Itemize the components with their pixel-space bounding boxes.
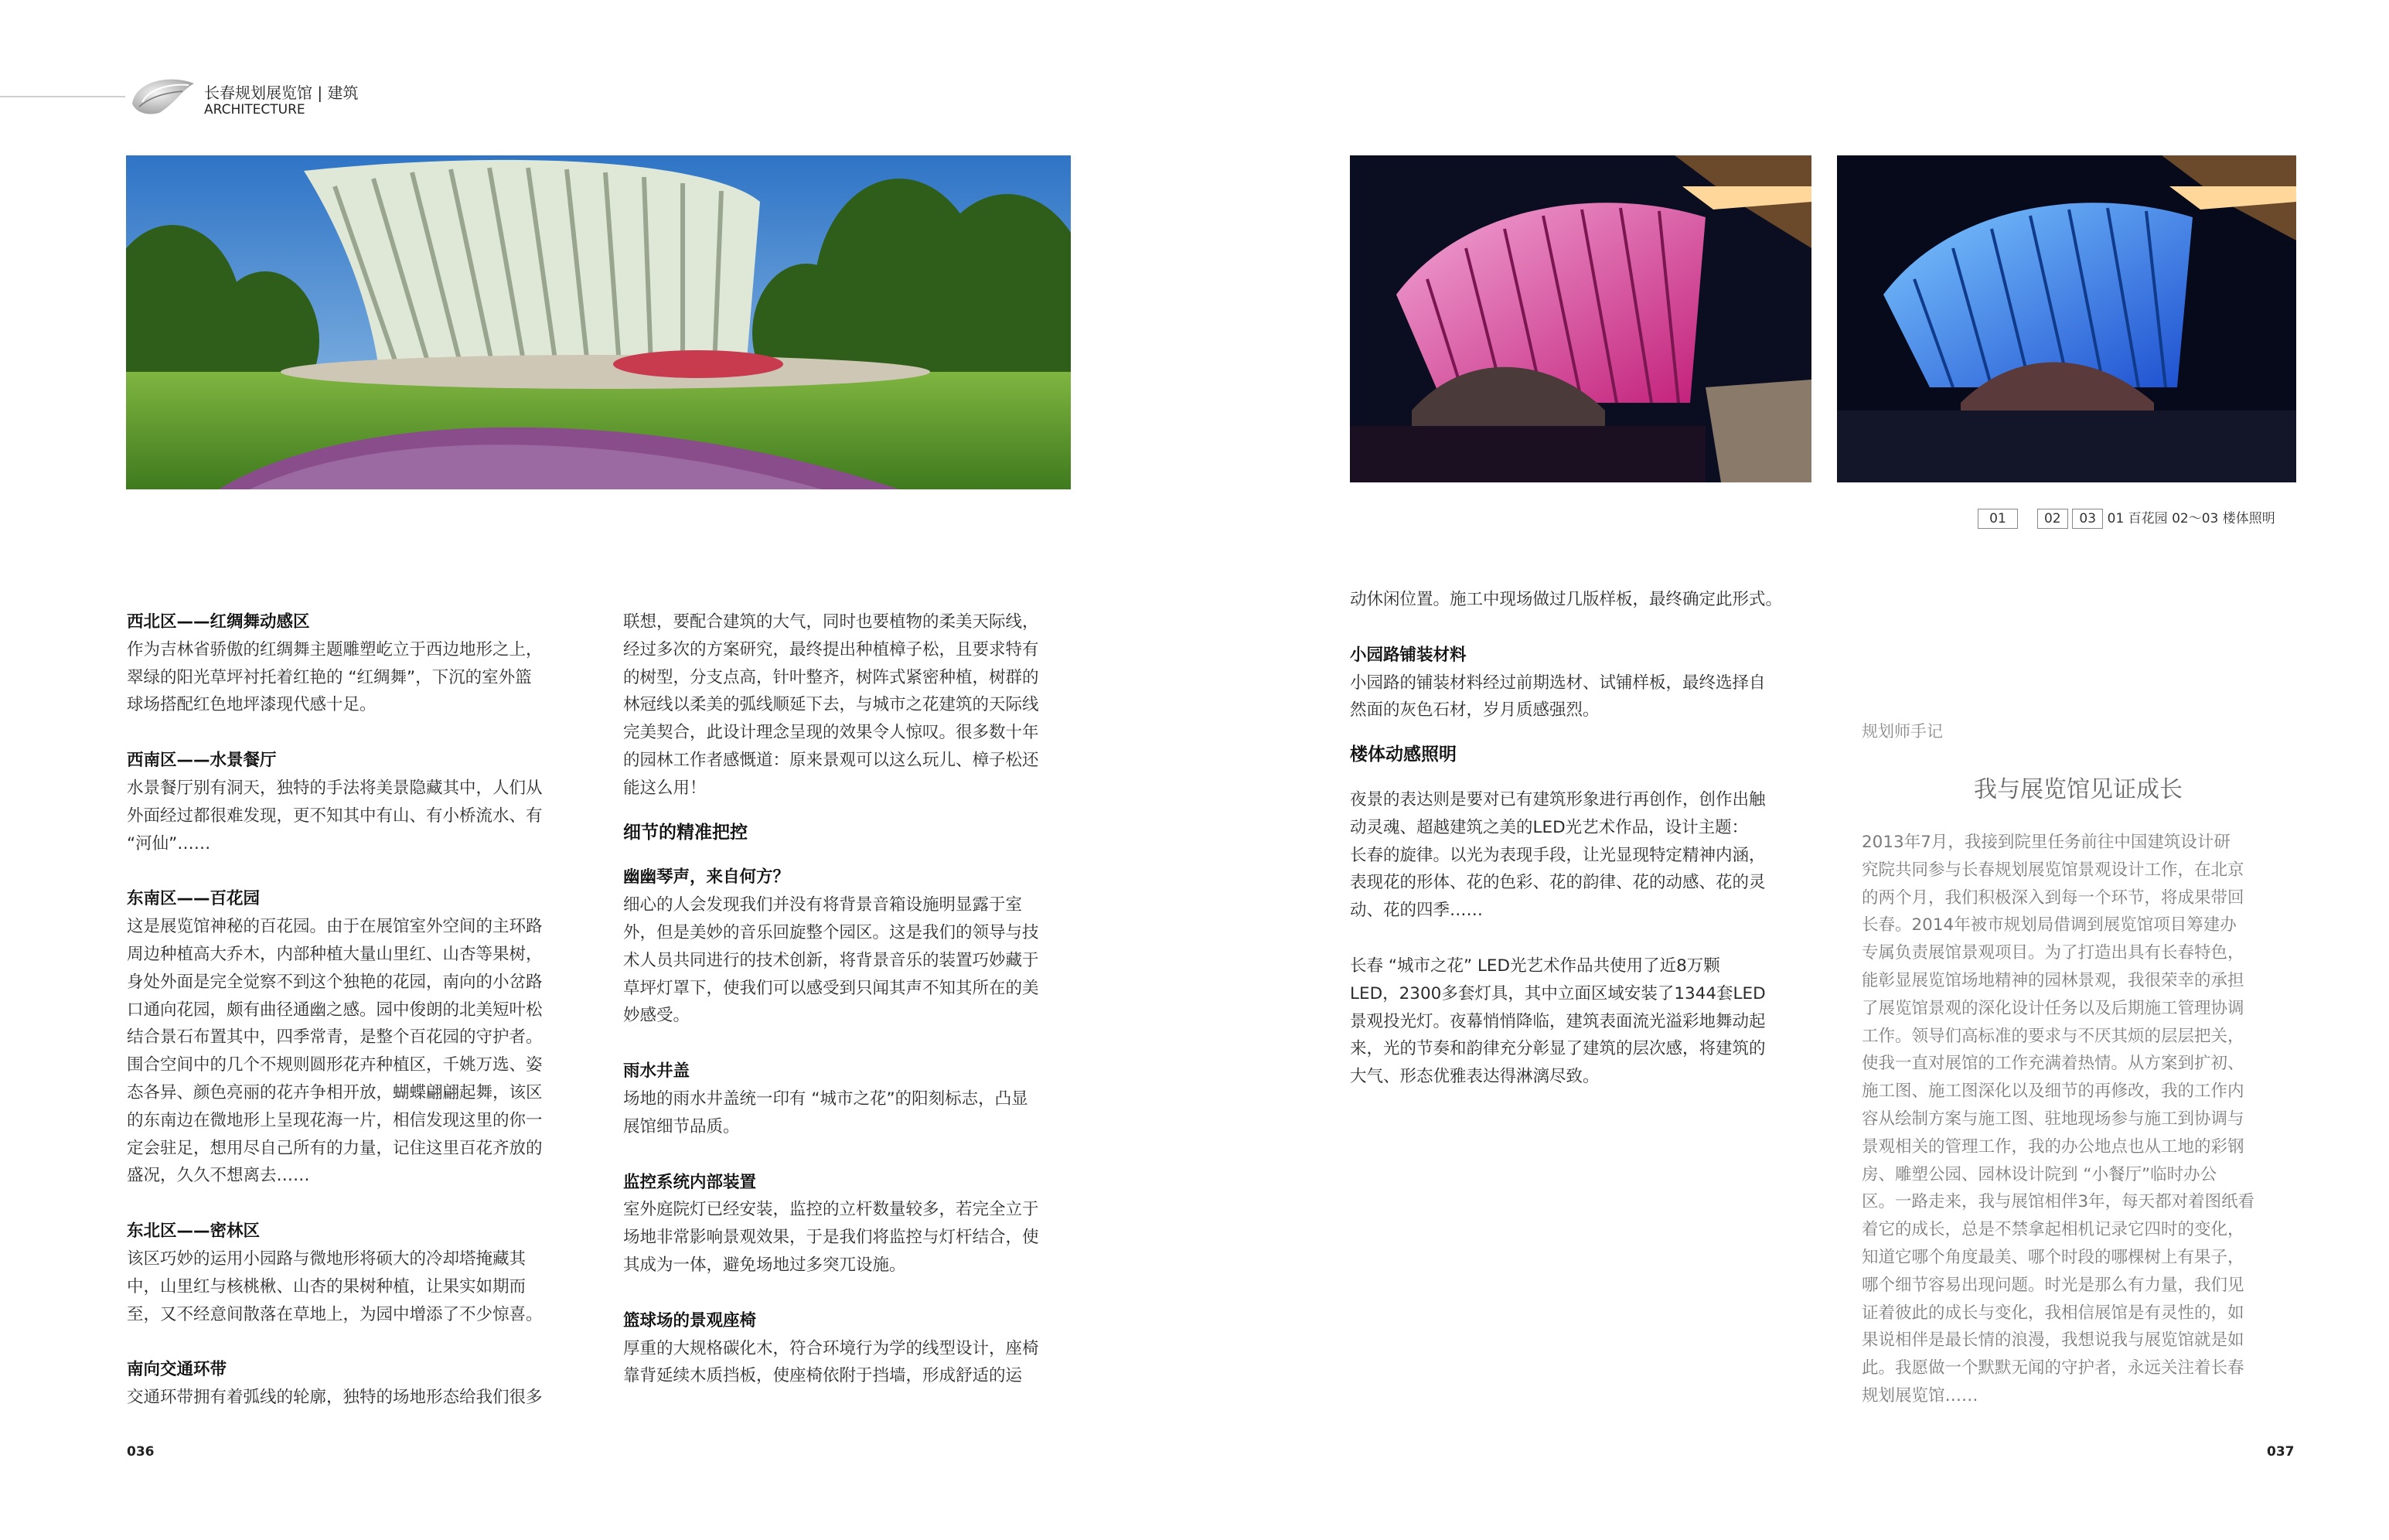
section-heading: 雨水井盖 [623, 1061, 690, 1082]
page-number-left: 036 [127, 1444, 155, 1460]
photo-night-blue [1837, 155, 2296, 482]
spacer [623, 1279, 1084, 1307]
body-line: 动灵魂、超越建筑之美的LED光艺术作品，设计主题： [1350, 817, 1749, 837]
body-line: 然面的灰色石材，岁月质感强烈。 [1350, 700, 1600, 721]
body-line: 的东南边在微地形上呈现花海一片，相信发现这里的你一 [127, 1110, 543, 1130]
note-tag: 规划师手记 [1862, 722, 1943, 741]
body-line: 长春的旋律。以光为表现手段，让光显现特定精神内涵， [1350, 845, 1766, 865]
body-line: 表现花的形体、花的色彩、花的韵律、花的动感、花的灵 [1350, 873, 1766, 893]
spacer [623, 847, 1084, 864]
note-body [1862, 829, 2295, 1410]
note-line: 果说相伴是最长情的浪漫，我想说我与展览馆就是如 [1862, 1330, 2244, 1351]
section-heading: 监控系统内部装置 [623, 1172, 757, 1192]
note-line: 能彰显展览馆场地精神的园林景观，我很荣幸的承担 [1862, 970, 2244, 990]
body-line: 术人员共同进行的技术创新，将背景音乐的装置巧妙藏于 [623, 950, 1039, 970]
note-line: 施工图、施工图深化以及细节的再修改，我的工作内 [1862, 1082, 2244, 1102]
body-line: 外，但是美妙的音乐回旋整个园区。这是我们的领导与技 [623, 922, 1039, 942]
photo-night-pink [1350, 155, 1811, 482]
photo-caption [1978, 507, 2275, 527]
section-heading: 东南区——百花园 [127, 889, 261, 909]
note-line: 专属负责展馆景观项目。为了打造出具有长春特色， [1862, 943, 2244, 963]
body-line: 这是展览馆神秘的百花园。由于在展馆室外空间的主环路 [127, 917, 543, 937]
spacer [623, 1030, 1084, 1058]
text-column-1 [127, 608, 588, 1412]
body-line: 外面经过都很难发现，更不知其中有山、有小桥流水、有 [127, 806, 543, 826]
body-line: 厚重的大规格碳化木，符合环境行为学的线型设计，座椅 [623, 1338, 1039, 1358]
body-line: 定会驻足，想用尽自己所有的力量，记住这里百花齐放的 [127, 1138, 543, 1158]
note-line: 了展览馆景观的深化设计任务以及后期施工管理协调 [1862, 998, 2244, 1018]
note-line: 此。我愿做一个默默无闻的守护者，永远关注着长春 [1862, 1358, 2244, 1378]
body-line: 来，光的节奏和韵律充分彰显了建筑的层次感，将建筑的 [1350, 1039, 1766, 1059]
text-column-3 [1350, 586, 1811, 1091]
note-line: 容从绘制方案与施工图、驻地现场参与施工到协调与 [1862, 1109, 2244, 1129]
note-line: 景观相关的管理工作，我的办公地点也从工地的彩钢 [1862, 1136, 2244, 1157]
body-line: 小园路的铺装材料经过前期选材、试铺样板，最终选择自 [1350, 673, 1766, 693]
note-line: 着它的成长，总是不禁拿起相机记录它四时的变化， [1862, 1220, 2244, 1240]
body-line: 联想，要配合建筑的大气，同时也要植物的柔美天际线， [623, 612, 1039, 632]
caption-box-02: 02 [2037, 509, 2068, 529]
body-line: 中，山里红与核桃楸、山杏的果树种植，让果实如期而 [127, 1276, 527, 1296]
spacer [127, 1190, 588, 1218]
body-line: 翠绿的阳光草坪衬托着红艳的 “红绸舞”，下沉的室外篮 [127, 667, 532, 687]
body-line: 长春 “城市之花” LED光艺术作品共使用了近8万颗 [1350, 956, 1720, 976]
body-line: 口通向花园，颇有曲径通幽之感。园中俊朗的北美短叶松 [127, 1000, 543, 1020]
body-line: 动休闲位置。施工中现场做过几版样板，最终确定此形式。 [1350, 590, 1783, 609]
body-line: 场地非常影响景观效果，于是我们将监控与灯杆结合，使 [623, 1228, 1039, 1248]
spacer [127, 1328, 588, 1356]
body-line: 的园林工作者感慨道：原来景观可以这么玩儿、樟子松还 [623, 750, 1039, 770]
shell-logo-icon [128, 73, 198, 119]
body-line: 完美契合，此设计理念呈现的效果令人惊叹。很多数十年 [623, 723, 1039, 743]
body-line: “河仙”…… [127, 833, 211, 853]
note-line: 房、雕塑公园、园林设计院到 “小餐厅”临时办公 [1862, 1164, 2217, 1184]
body-line: 展馆细节品质。 [623, 1116, 740, 1136]
note-line: 规划展览馆…… [1862, 1385, 1978, 1405]
body-line: 景观投光灯。夜幕悄悄降临，建筑表面流光溢彩地舞动起 [1350, 1011, 1766, 1031]
body-line: 作为吉林省骄傲的红绸舞主题雕塑屹立于西边地形之上， [127, 639, 543, 659]
spacer [1350, 614, 1811, 642]
section-heading: 幽幽琴声，来自何方？ [623, 867, 790, 888]
spacer [127, 857, 588, 885]
body-line: 身处外面是完全觉察不到这个独艳的花园，南向的小岔路 [127, 972, 543, 992]
note-line: 究院共同参与长春规划展览馆景观设计工作，在北京 [1862, 860, 2244, 880]
body-line: 经过多次的方案研究，最终提出种植樟子松，且要求特有 [623, 639, 1039, 659]
note-line: 长春。2014年被市规划局借调到展览馆项目筹建办 [1862, 915, 2237, 935]
spacer [1350, 925, 1811, 952]
body-line: 的树型，分支点高，针叶整齐，树阵式紧密种植，树群的 [623, 667, 1039, 687]
note-line: 2013年7月，我接到院里任务前往中国建筑设计研 [1862, 833, 2231, 852]
section-heading: 篮球场的景观座椅 [623, 1310, 757, 1330]
note-line: 哪个细节容易出现问题。时光是那么有力量，我们见 [1862, 1275, 2244, 1295]
note-line: 证着彼此的成长与变化，我相信展馆是有灵性的，如 [1862, 1303, 2244, 1323]
section-heading: 东北区——密林区 [127, 1221, 261, 1242]
caption-text: 01 百花园 02～03 楼体照明 [2107, 511, 2275, 526]
note-line: 知道它哪个角度最美、哪个时段的哪棵树上有果子， [1862, 1247, 2244, 1267]
note-line: 区。一路走来，我与展馆相伴3年，每天都对着图纸看 [1862, 1192, 2255, 1212]
caption-box-03: 03 [2072, 509, 2103, 529]
body-line: 靠背延续木质挡板，使座椅依附于挡墙，形成舒适的运 [623, 1366, 1023, 1386]
body-line: 其成为一体，避免场地过多突兀设施。 [623, 1255, 906, 1275]
body-line: 大气、形态优雅表达得淋漓尽致。 [1350, 1067, 1600, 1087]
spacer [623, 1141, 1084, 1169]
body-line: LED，2300多套灯具，其中立面区域安装了1344套LED [1350, 983, 1766, 1003]
header-rule [0, 96, 125, 97]
spacer [623, 802, 1084, 819]
section-heading: 西北区——红绸舞动感区 [127, 612, 310, 632]
section-heading: 西南区——水景餐厅 [127, 751, 277, 771]
note-line: 工作。领导们高标准的要求与不厌其烦的层层把关， [1862, 1026, 2244, 1046]
body-line: 周边种植高大乔木，内部种植大量山里红、山杏等果树， [127, 944, 543, 964]
body-line: 细心的人会发现我们并没有将背景音箱设施明显露于室 [623, 895, 1023, 915]
body-line: 能这么用！ [623, 778, 707, 798]
body-line: 交通环带拥有着弧线的轮廓，独特的场地形态给我们很多 [127, 1388, 543, 1408]
photo-garden [126, 155, 1071, 489]
note-line: 的两个月，我们积极深入到每一个环节，将成果带回 [1862, 888, 2244, 908]
spacer [1350, 724, 1811, 741]
body-line: 草坪灯罩下，使我们可以感受到只闻其声不知其所在的美 [623, 978, 1039, 998]
body-line: 盛况，久久不想离去…… [127, 1166, 310, 1186]
body-line: 围合空间中的几个不规则圆形花卉种植区，千姚万选、姿 [127, 1055, 543, 1075]
body-line: 至，又不经意间散落在草地上，为园中增添了不少惊喜。 [127, 1304, 543, 1324]
page-number-right: 037 [2267, 1444, 2295, 1460]
header-subtitle: ARCHITECTURE [204, 102, 305, 118]
spacer [127, 719, 588, 747]
body-line: 夜景的表达则是要对已有建筑形象进行再创作，创作出触 [1350, 789, 1766, 809]
body-line: 场地的雨水井盖统一印有 “城市之花”的阳刻标志，凸显 [623, 1089, 1028, 1109]
section-heading: 细节的精准把控 [623, 822, 748, 843]
section-heading: 楼体动感照明 [1350, 744, 1457, 765]
note-title: 我与展览馆见证成长 [1974, 776, 2183, 803]
caption-box-01: 01 [1978, 509, 2018, 529]
body-line: 林冠线以柔美的弧线顺延下去，与城市之花建筑的天际线 [623, 695, 1039, 715]
body-line: 该区巧妙的运用小园路与微地形将硕大的冷却塔掩藏其 [127, 1249, 527, 1269]
header-title: 长春规划展览馆 | 建筑 [204, 83, 359, 102]
body-line: 球场搭配红色地坪漆现代感十足。 [127, 695, 377, 715]
spacer [1350, 769, 1811, 786]
note-line: 使我一直对展馆的工作充满着热情。从方案到扩初、 [1862, 1054, 2244, 1074]
text-column-2 [623, 608, 1084, 1390]
body-line: 动、花的四季…… [1350, 901, 1484, 921]
body-line: 结合景石布置其中，四季常青，是整个百花园的守护者。 [127, 1027, 543, 1048]
body-line: 态各异、颜色亮丽的花卉争相开放，蝴蝶翩翩起舞，该区 [127, 1082, 543, 1102]
body-line: 水景餐厅别有洞天，独特的手法将美景隐藏其中，人们从 [127, 778, 543, 798]
body-line: 妙感受。 [623, 1006, 690, 1026]
section-heading: 小园路铺装材料 [1350, 645, 1467, 665]
body-line: 室外庭院灯已经安装，监控的立杆数量较多，若完全立于 [623, 1200, 1039, 1220]
section-heading: 南向交通环带 [127, 1360, 227, 1380]
